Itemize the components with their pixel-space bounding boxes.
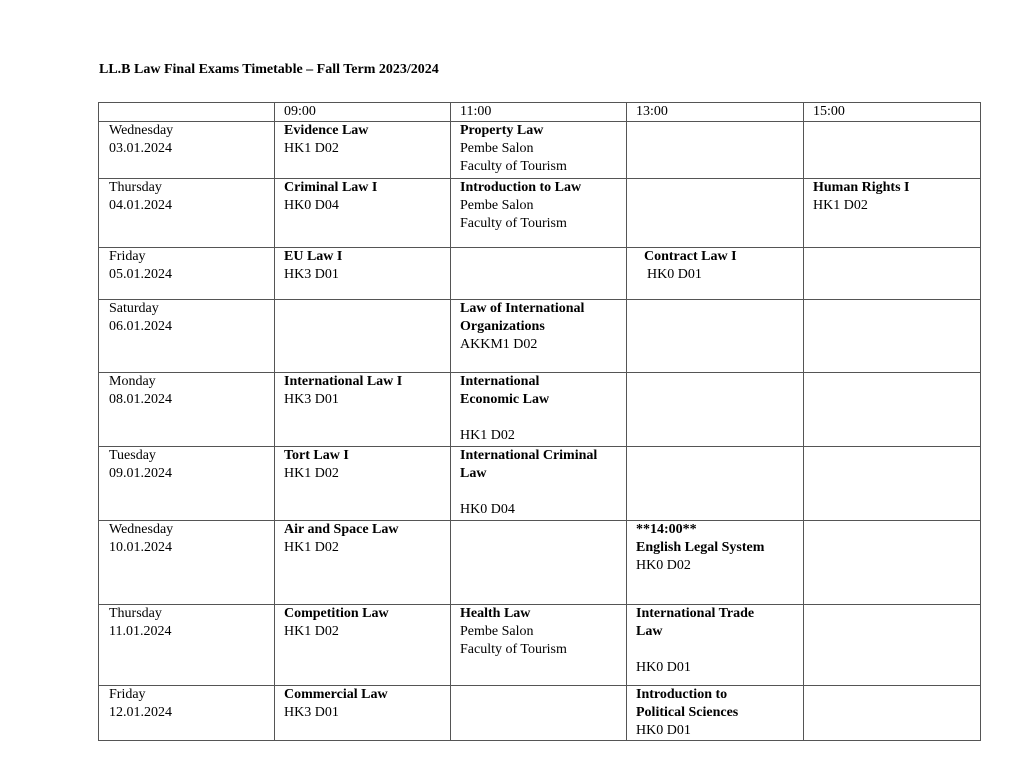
empty-cell xyxy=(804,248,981,300)
day-cell xyxy=(99,521,275,605)
exam-room: Faculty of Tourism xyxy=(460,216,567,231)
empty-cell xyxy=(627,122,804,179)
day-date: 03.01.2024 xyxy=(109,141,172,156)
course-name: EU Law I xyxy=(284,249,343,264)
course-name: Economic Law xyxy=(460,392,550,407)
exam-room: Pembe Salon xyxy=(460,624,534,639)
exam-room: HK0 D04 xyxy=(460,502,515,517)
time-header: 13:00 xyxy=(627,103,804,122)
course-name: Commercial Law xyxy=(284,687,388,702)
exam-cell xyxy=(275,122,451,179)
exam-room: HK1 D02 xyxy=(284,540,339,555)
empty-cell xyxy=(451,521,627,605)
empty-cell xyxy=(804,122,981,179)
course-name: Law xyxy=(636,624,663,639)
course-name: Introduction to Law xyxy=(460,180,582,195)
exam-time-note: **14:00** xyxy=(636,522,697,537)
day-cell xyxy=(99,179,275,248)
exam-room: AKKM1 D02 xyxy=(460,337,538,352)
exam-cell xyxy=(451,447,627,521)
day-date: 04.01.2024 xyxy=(109,198,172,213)
exam-room: HK1 D02 xyxy=(813,198,868,213)
time-header: 09:00 xyxy=(275,103,451,122)
course-name: Criminal Law I xyxy=(284,180,378,195)
empty-cell xyxy=(804,373,981,447)
course-name: Air and Space Law xyxy=(284,522,399,537)
empty-cell xyxy=(627,300,804,373)
day-date: 06.01.2024 xyxy=(109,319,172,334)
exam-cell xyxy=(451,179,627,248)
day-name: Tuesday xyxy=(109,448,156,463)
day-name: Thursday xyxy=(109,606,162,621)
course-name: Law xyxy=(460,466,487,481)
empty-cell xyxy=(804,300,981,373)
day-cell xyxy=(99,122,275,179)
exam-room: HK1 D02 xyxy=(284,466,339,481)
exam-cell xyxy=(275,686,451,741)
day-date: 08.01.2024 xyxy=(109,392,172,407)
empty-cell xyxy=(451,248,627,300)
table-row xyxy=(99,248,981,300)
exam-cell xyxy=(627,605,804,686)
empty-cell xyxy=(275,300,451,373)
day-date: 11.01.2024 xyxy=(109,624,172,639)
empty-cell xyxy=(804,605,981,686)
exam-cell xyxy=(275,248,451,300)
empty-cell xyxy=(804,521,981,605)
course-name: International Trade xyxy=(636,606,755,621)
day-cell xyxy=(99,248,275,300)
exam-room: HK0 D04 xyxy=(284,198,339,213)
exam-cell xyxy=(275,605,451,686)
course-name: Contract Law I xyxy=(644,249,737,264)
exam-timetable xyxy=(98,102,981,741)
exam-cell xyxy=(275,179,451,248)
course-name: Competition Law xyxy=(284,606,389,621)
empty-cell xyxy=(627,447,804,521)
exam-room: HK1 D02 xyxy=(284,141,339,156)
exam-room: HK0 D01 xyxy=(647,267,702,282)
time-header: 15:00 xyxy=(804,103,981,122)
day-cell xyxy=(99,300,275,373)
header-empty-cell xyxy=(99,103,275,122)
course-name: Human Rights I xyxy=(813,180,910,195)
exam-room: HK0 D01 xyxy=(636,660,691,675)
course-name: Tort Law I xyxy=(284,448,349,463)
day-name: Friday xyxy=(109,249,146,264)
table-row xyxy=(99,179,981,248)
day-date: 09.01.2024 xyxy=(109,466,172,481)
day-name: Friday xyxy=(109,687,146,702)
day-name: Wednesday xyxy=(109,123,174,138)
page-title: LL.B Law Final Exams Timetable – Fall Term 2023/2024 xyxy=(99,62,439,77)
header-row xyxy=(99,103,981,122)
table-row xyxy=(99,521,981,605)
table-row xyxy=(99,300,981,373)
exam-cell xyxy=(275,373,451,447)
course-name: Evidence Law xyxy=(284,123,369,138)
exam-room: Faculty of Tourism xyxy=(460,642,567,657)
exam-room: HK0 D02 xyxy=(636,558,691,573)
course-name: Property Law xyxy=(460,123,544,138)
course-name: International xyxy=(460,374,540,389)
exam-room: Pembe Salon xyxy=(460,198,534,213)
exam-cell xyxy=(451,373,627,447)
exam-room: Faculty of Tourism xyxy=(460,159,567,174)
exam-room: HK0 D01 xyxy=(636,723,691,738)
exam-room: HK3 D01 xyxy=(284,267,339,282)
course-name: English Legal System xyxy=(636,540,765,555)
exam-cell xyxy=(804,179,981,248)
exam-cell xyxy=(275,447,451,521)
exam-cell xyxy=(275,521,451,605)
exam-cell xyxy=(451,122,627,179)
table-row xyxy=(99,605,981,686)
day-name: Thursday xyxy=(109,180,162,195)
exam-cell xyxy=(627,686,804,741)
day-name: Saturday xyxy=(109,301,159,316)
table-row xyxy=(99,122,981,179)
time-header: 11:00 xyxy=(451,103,627,122)
table-row xyxy=(99,373,981,447)
course-name: International Criminal xyxy=(460,448,598,463)
day-name: Monday xyxy=(109,374,156,389)
day-cell xyxy=(99,373,275,447)
day-date: 12.01.2024 xyxy=(109,705,172,720)
exam-cell xyxy=(627,521,804,605)
course-name: Introduction to xyxy=(636,687,728,702)
day-name: Wednesday xyxy=(109,522,174,537)
empty-cell xyxy=(804,447,981,521)
empty-cell xyxy=(627,179,804,248)
exam-room: HK3 D01 xyxy=(284,392,339,407)
exam-room: HK1 D02 xyxy=(284,624,339,639)
exam-cell xyxy=(451,605,627,686)
empty-cell xyxy=(804,686,981,741)
day-cell xyxy=(99,686,275,741)
day-date: 05.01.2024 xyxy=(109,267,172,282)
empty-cell xyxy=(627,373,804,447)
exam-room: HK1 D02 xyxy=(460,428,515,443)
day-cell xyxy=(99,605,275,686)
exam-cell xyxy=(627,248,804,300)
course-name: Law of International xyxy=(460,301,585,316)
exam-room: HK3 D01 xyxy=(284,705,339,720)
course-name: Health Law xyxy=(460,606,531,621)
day-date: 10.01.2024 xyxy=(109,540,172,555)
table-row xyxy=(99,686,981,741)
exam-room: Pembe Salon xyxy=(460,141,534,156)
exam-cell xyxy=(451,300,627,373)
course-name: International Law I xyxy=(284,374,403,389)
empty-cell xyxy=(451,686,627,741)
table-row xyxy=(99,447,981,521)
day-cell xyxy=(99,447,275,521)
course-name: Political Sciences xyxy=(636,705,739,720)
course-name: Organizations xyxy=(460,319,545,334)
